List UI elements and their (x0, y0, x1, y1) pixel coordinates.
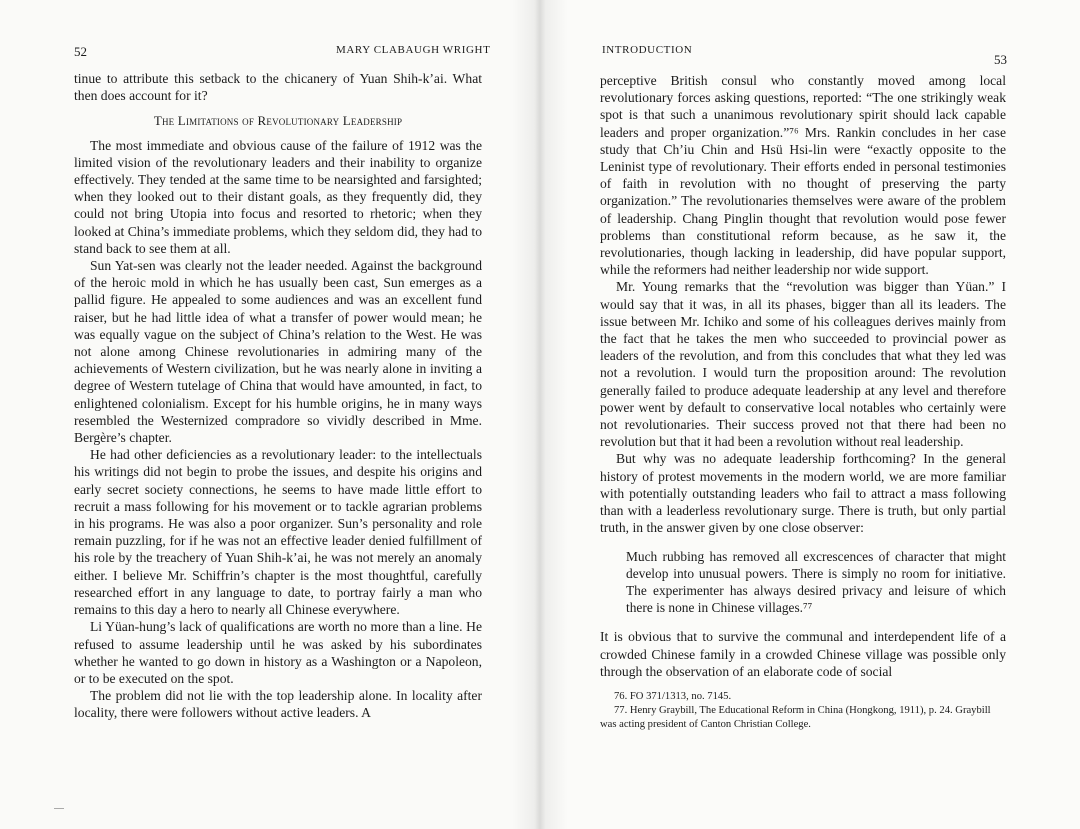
book-gutter (512, 0, 568, 829)
section-heading-text: The Limitations of Revolutionary Leadership (153, 113, 403, 129)
right-page (540, 0, 1080, 829)
section-heading (74, 112, 482, 129)
left-text-column (74, 70, 482, 722)
right-text-column (600, 72, 1006, 732)
paragraph: The problem did not lie with the top leadership alone. In locality after locality, there were followers without active leaders. A (74, 688, 482, 721)
paragraph: But why was no adequate leadership forthcoming? In the general history of protest movements in the modern world, we are more familiar with potentially outstanding leaders who fail to attract a mass following than with a leaderless revolutionary surge. There is truth, but only partial truth, in the answer given by one close observer: (600, 451, 1006, 536)
edge-mark (54, 808, 64, 809)
paragraph: He had other deficiencies as a revolutionary leader: to the intellectuals his writings did not begin to probe the issues, and despite his origins and early secret society connections, he seems to have made little effort to recruit a mass following for his movement or to tackle agrarian problems in his programs. He was also a poor organizer. Sun’s personality and role remain puzzling, for if he was not an effective leader denied fulfillment of his role by the treachery of Yuan Shih-k’ai, he was not merely an anomaly either. I believe Mr. Schiffrin’s chapter is the most thoughtful, carefully researched effort in any language to date, to portray fairly a man who remains to this day a hero to nearly all Chinese everywhere. (74, 447, 482, 618)
footnote-77: 77. Henry Graybill, The Educational Reform in China (Hongkong, 1911), p. 24. Graybill was acting president of Canton Christian College. (600, 705, 991, 731)
running-head-right: INTRODUCTION (602, 44, 693, 56)
paragraph: perceptive British consul who constantly moved among local revolutionary forces asking questions, reported: “The one strikingly weak spot is that such a unanimous revolutionary spirit should lack capable leaders and proper organization.”⁷⁶ Mrs. Rankin concludes in her case study that Ch’iu Chin and Hsü Hsi-lin were “exactly opposite to the Leninist type of revolutionary. Their efforts ended in personal testimonies of faith in revolution with no thought of preserving the party organization.” The revolutionaries themselves were aware of the problem of leadership. Chang Pinglin thought that revolution would pose fewer problems than constitutional reform because, as he saw it, the revolutionaries, though lacking in leadership, did have popular support, while the reformers had neither leadership nor wide support. (600, 73, 1006, 278)
footnotes (600, 690, 1006, 732)
footnote-76: 76. FO 371/1313, no. 7145. (614, 691, 732, 703)
page-number-right: 53 (994, 52, 1007, 67)
paragraph: Mr. Young remarks that the “revolution was bigger than Yüan.” I would say that it was, in all its phases, bigger than all its leaders. The issue between Mr. Ichiko and some of his colleagues derives mainly from the fact that he takes the men who succeeded to provincial power as leaders of the revolution, and from this concludes that what they led was not a revolution. I would turn the proposition around: The revolution generally failed to produce adequate leadership at any level and therefore power went by default to conservative local notables who certainly were not revolutionaries. Their success proved not that there had been no revolution but that it had been a revolution without real leadership. (600, 279, 1006, 450)
page-number-left: 52 (74, 44, 87, 59)
paragraph: Sun Yat-sen was clearly not the leader needed. Against the background of the heroic mold in which he has usually been cast, Sun emerges as a pallid figure. He appealed to some audiences and was an excellent fund raiser, but he had little idea of what a transfer of power would mean; he was equally vague on the subject of China’s relation to the West. He was not alone among Chinese revolutionaries in admiring many of the achievements of Western civilization, but he was nearly alone in inviting a degree of Western tutelage of China that would have amounted, in fact, to enlightened colonialism. Except for his humble origins, he in many ways resembled the Westernized compradore so vividly described in Mme. Bergère’s chapter. (74, 258, 482, 446)
block-quote (626, 548, 1006, 616)
paragraph: Li Yüan-hung’s lack of qualifications are worth no more than a line. He refused to assume leadership until he was asked by his subordinates whether he wanted to go down in history as a Washington or a Napoleon, or to be executed on the spot. (74, 619, 482, 686)
quote-text: Much rubbing has removed all excrescences of character that might develop into unusual powers. There is simply no room for initiative. The experimenter has always desired privacy and leisure of which there is none in Chinese villages.⁷⁷ (626, 549, 1006, 616)
paragraph: The most immediate and obvious cause of the failure of 1912 was the limited vision of the revolutionary leaders and their inability to organize effectively. They tended at the same time to be nearsighted and farsighted; when they looked out to their distant goals, as they frequently did, they could not bring Utopia into focus and resorted to rhetoric; when they looked at China’s immediate problems, which they seldom did, they had to stand back to see them at all. (74, 137, 482, 256)
paragraph-continuation: tinue to attribute this setback to the chicanery of Yuan Shih-k’ai. What then does account for it? (74, 71, 482, 104)
running-head-left: MARY CLABAUGH WRIGHT (336, 44, 491, 56)
paragraph: It is obvious that to survive the communal and interdependent life of a crowded Chinese family in a crowded Chinese village was possible only through the observation of an elaborate code of social (600, 629, 1006, 679)
